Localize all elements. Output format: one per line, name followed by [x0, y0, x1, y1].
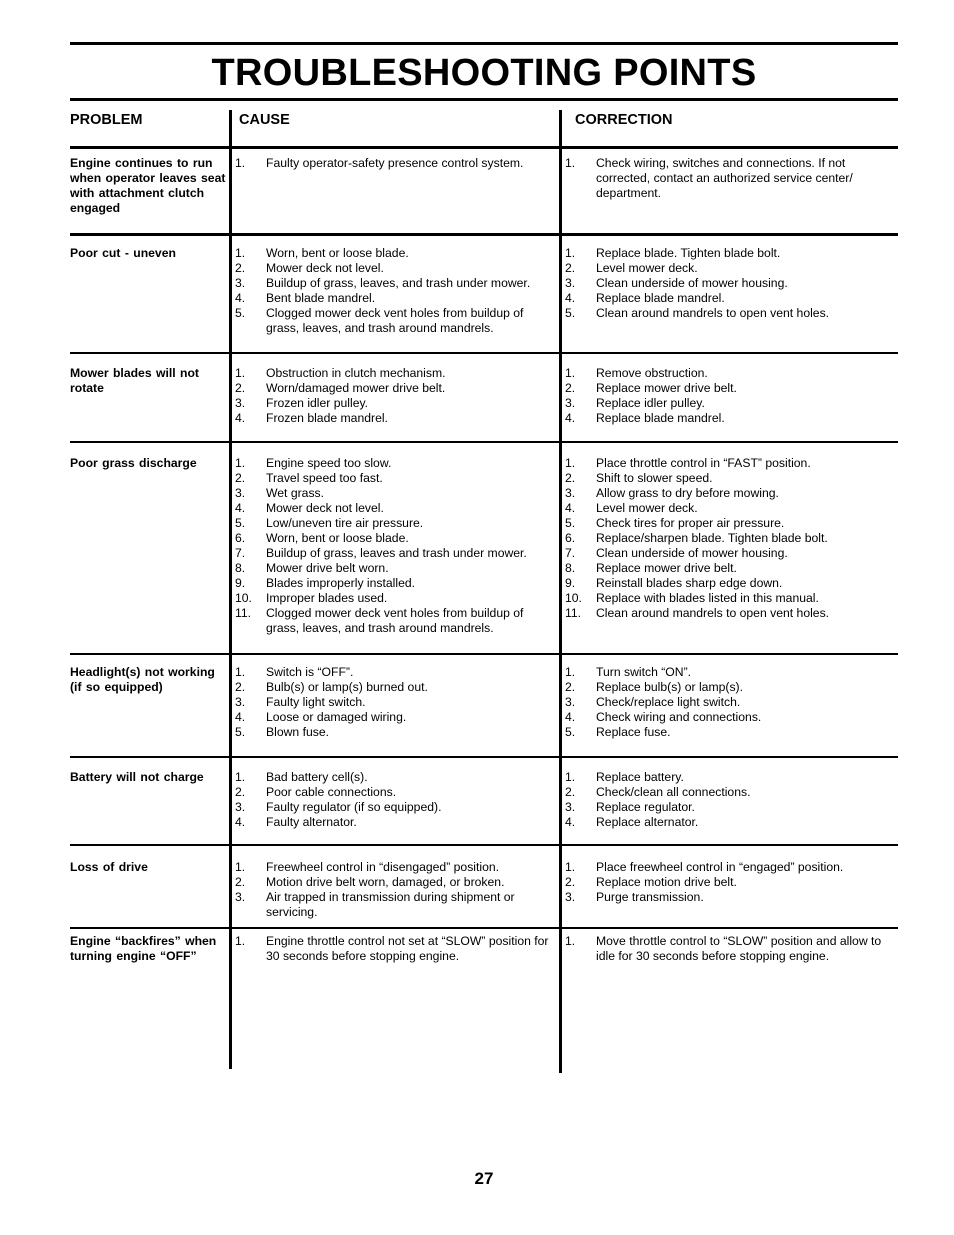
page-title: TROUBLESHOOTING POINTS [211, 52, 757, 94]
item-number: 1. [235, 456, 246, 470]
item-number: 11. [565, 606, 582, 620]
cause-list [235, 246, 553, 336]
item-number: 9. [235, 576, 246, 590]
item-number: 1. [235, 934, 246, 948]
item-number: 2. [565, 785, 576, 799]
item-number: 3. [565, 800, 576, 814]
item-text: Place freewheel control in “engaged” position. [596, 860, 844, 874]
item-number: 10. [235, 591, 252, 605]
item-number: 1. [235, 246, 246, 260]
item-number: 3. [235, 890, 246, 904]
item-text: Worn, bent or loose blade. [266, 246, 409, 260]
item-number: 5. [565, 516, 576, 530]
item-text: Replace with blades listed in this manual. [596, 591, 819, 605]
correction-item [565, 770, 883, 785]
item-text: Replace blade mandrel. [596, 411, 725, 425]
item-text: Turn switch “ON”. [596, 665, 692, 679]
item-text: Replace bulb(s) or lamp(s). [596, 680, 743, 694]
cause-item [235, 291, 553, 306]
problem-text: Engine continues to run when operator leaves seat with attachment clutch engaged [70, 156, 226, 215]
correction-item [565, 591, 883, 606]
row-separator [70, 352, 898, 354]
item-text: Replace mower drive belt. [596, 381, 737, 395]
correction-item [565, 875, 883, 890]
item-text: Mower deck not level. [266, 261, 384, 275]
cause-item [235, 770, 553, 785]
cause-item [235, 815, 553, 830]
item-number: 5. [565, 725, 576, 739]
item-text: Level mower deck. [596, 261, 698, 275]
item-text: Faulty light switch. [266, 695, 366, 709]
item-text: Blades improperly installed. [266, 576, 416, 590]
correction-item [565, 934, 883, 964]
item-text: Replace regulator. [596, 800, 695, 814]
cause-item [235, 785, 553, 800]
item-text: Replace mower drive belt. [596, 561, 737, 575]
top-rule [70, 42, 898, 45]
item-text: Replace idler pulley. [596, 396, 705, 410]
item-text: Mower deck not level. [266, 501, 384, 515]
item-number: 4. [235, 411, 246, 425]
item-text: Reinstall blades sharp edge down. [596, 576, 783, 590]
correction-list [565, 456, 883, 621]
item-number: 4. [235, 501, 246, 515]
cause-item [235, 665, 553, 680]
cause-list [235, 665, 553, 740]
correction-item [565, 306, 883, 321]
cause-list [235, 770, 553, 830]
cause-list [235, 934, 553, 964]
item-number: 11. [235, 606, 252, 620]
correction-item [565, 396, 883, 411]
item-number: 1. [565, 860, 576, 874]
item-number: 4. [235, 815, 246, 829]
item-text: Poor cable connections. [266, 785, 397, 799]
item-text: Improper blades used. [266, 591, 388, 605]
cause-item [235, 725, 553, 740]
item-text: Purge transmission. [596, 890, 704, 904]
item-number: 10. [565, 591, 582, 605]
correction-item [565, 710, 883, 725]
cause-item [235, 576, 553, 591]
item-number: 3. [235, 486, 246, 500]
problem-text: Battery will not charge [70, 770, 204, 784]
row-separator [70, 844, 898, 846]
item-text: Bad battery cell(s). [266, 770, 368, 784]
item-number: 2. [565, 471, 576, 485]
cause-item [235, 695, 553, 710]
item-text: Bent blade mandrel. [266, 291, 376, 305]
row-separator [70, 146, 898, 149]
correction-item [565, 381, 883, 396]
item-text: Replace/sharpen blade. Tighten blade bolt. [596, 531, 828, 545]
cause-item [235, 261, 553, 276]
cause-item [235, 680, 553, 695]
item-text: Move throttle control to “SLOW” position and allow to idle for 30 seconds before stopping engine. [596, 934, 882, 963]
correction-item [565, 276, 883, 291]
item-text: Worn, bent or loose blade. [266, 531, 409, 545]
correction-item [565, 411, 883, 426]
item-text: Check wiring and connections. [596, 710, 762, 724]
item-number: 4. [565, 815, 576, 829]
correction-item [565, 725, 883, 740]
cause-list [235, 860, 553, 920]
item-number: 2. [235, 680, 246, 694]
item-text: Clean around mandrels to open vent holes. [596, 606, 830, 620]
correction-list [565, 934, 883, 964]
item-text: Travel speed too fast. [266, 471, 383, 485]
item-text: Replace motion drive belt. [596, 875, 737, 889]
problem-text: Mower blades will not rotate [70, 366, 199, 395]
item-text: Frozen blade mandrel. [266, 411, 388, 425]
title-underline [70, 98, 898, 101]
cause-item [235, 875, 553, 890]
row-separator [70, 441, 898, 443]
item-text: Replace fuse. [596, 725, 671, 739]
row-separator [70, 927, 898, 929]
item-text: Clogged mower deck vent holes from buildup of grass, leaves, and trash around mandrels. [266, 306, 524, 335]
item-number: 1. [235, 770, 246, 784]
correction-item [565, 486, 883, 501]
correction-item [565, 561, 883, 576]
cause-item [235, 800, 553, 815]
item-text: Level mower deck. [596, 501, 698, 515]
item-text: Clean underside of mower housing. [596, 546, 788, 560]
item-number: 7. [565, 546, 576, 560]
item-text: Check wiring, switches and connections. If not corrected, contact an authorized service center/ department. [596, 156, 853, 200]
cause-list [235, 366, 553, 426]
item-number: 1. [235, 366, 246, 380]
item-number: 1. [565, 665, 576, 679]
item-number: 5. [235, 516, 246, 530]
item-number: 2. [235, 261, 246, 275]
item-text: Faulty alternator. [266, 815, 357, 829]
cause-item [235, 276, 553, 291]
cause-item [235, 366, 553, 381]
cause-list [235, 156, 553, 171]
item-text: Remove obstruction. [596, 366, 708, 380]
item-number: 5. [565, 306, 576, 320]
item-text: Motion drive belt worn, damaged, or broken. [266, 875, 505, 889]
column-divider-cause [229, 110, 232, 1069]
item-number: 1. [565, 770, 576, 784]
correction-item [565, 246, 883, 261]
item-text: Engine speed too slow. [266, 456, 392, 470]
item-text: Loose or damaged wiring. [266, 710, 407, 724]
item-number: 2. [235, 875, 246, 889]
cause-item [235, 471, 553, 486]
item-number: 7. [235, 546, 246, 560]
cause-item [235, 246, 553, 261]
item-text: Replace blade mandrel. [596, 291, 725, 305]
cause-item [235, 591, 553, 606]
item-text: Faulty operator-safety presence control system. [266, 156, 524, 170]
item-text: Low/uneven tire air pressure. [266, 516, 424, 530]
correction-item [565, 890, 883, 905]
item-number: 4. [235, 291, 246, 305]
item-text: Buildup of grass, leaves and trash under mower. [266, 546, 527, 560]
item-number: 3. [565, 695, 576, 709]
item-text: Buildup of grass, leaves, and trash under mower. [266, 276, 531, 290]
correction-item [565, 366, 883, 381]
item-text: Shift to slower speed. [596, 471, 713, 485]
page-number: 27 [474, 1169, 494, 1188]
item-text: Blown fuse. [266, 725, 330, 739]
cause-item [235, 890, 553, 920]
row-separator [70, 756, 898, 758]
correction-item [565, 576, 883, 591]
item-text: Air trapped in transmission during shipment or servicing. [266, 890, 515, 919]
correction-item [565, 516, 883, 531]
header-cause: CAUSE [239, 112, 290, 128]
item-number: 1. [565, 156, 576, 170]
item-text: Worn/damaged mower drive belt. [266, 381, 446, 395]
item-text: Obstruction in clutch mechanism. [266, 366, 446, 380]
correction-list [565, 156, 883, 201]
correction-item [565, 815, 883, 830]
cause-item [235, 501, 553, 516]
correction-item [565, 546, 883, 561]
correction-item [565, 606, 883, 621]
item-text: Switch is “OFF”. [266, 665, 354, 679]
header-problem: PROBLEM [70, 112, 143, 128]
cause-item [235, 486, 553, 501]
item-number: 4. [565, 411, 576, 425]
problem-text: Poor grass discharge [70, 456, 197, 470]
item-text: Bulb(s) or lamp(s) burned out. [266, 680, 428, 694]
cause-item [235, 396, 553, 411]
item-text: Clean around mandrels to open vent holes. [596, 306, 830, 320]
item-number: 8. [235, 561, 246, 575]
cause-item [235, 411, 553, 426]
correction-item [565, 860, 883, 875]
item-text: Place throttle control in “FAST” position. [596, 456, 811, 470]
item-number: 1. [235, 156, 246, 170]
cause-item [235, 456, 553, 471]
problem-text: Headlight(s) not working (if so equipped) [70, 665, 215, 694]
cause-item [235, 710, 553, 725]
row-separator [70, 233, 898, 236]
item-number: 2. [565, 875, 576, 889]
item-number: 3. [565, 276, 576, 290]
problem-text: Engine “backfires” when turning engine “OFF” [70, 934, 217, 963]
item-text: Faulty regulator (if so equipped). [266, 800, 442, 814]
item-text: Clean underside of mower housing. [596, 276, 788, 290]
correction-item [565, 531, 883, 546]
cause-item [235, 531, 553, 546]
item-number: 2. [565, 680, 576, 694]
item-number: 1. [565, 934, 576, 948]
item-number: 4. [235, 710, 246, 724]
item-number: 1. [235, 860, 246, 874]
correction-item [565, 665, 883, 680]
correction-item [565, 156, 883, 201]
row-separator [70, 653, 898, 655]
item-number: 4. [565, 291, 576, 305]
correction-item [565, 785, 883, 800]
correction-item [565, 291, 883, 306]
cause-item [235, 381, 553, 396]
item-number: 1. [565, 366, 576, 380]
item-text: Check tires for proper air pressure. [596, 516, 785, 530]
problem-text: Loss of drive [70, 860, 148, 874]
item-number: 1. [565, 456, 576, 470]
header-correction: CORRECTION [575, 112, 673, 128]
item-text: Replace blade. Tighten blade bolt. [596, 246, 781, 260]
item-text: Wet grass. [266, 486, 325, 500]
item-number: 2. [235, 471, 246, 485]
item-text: Allow grass to dry before mowing. [596, 486, 779, 500]
item-number: 3. [565, 396, 576, 410]
correction-item [565, 261, 883, 276]
correction-list [565, 770, 883, 830]
item-number: 9. [565, 576, 576, 590]
item-number: 6. [565, 531, 576, 545]
item-number: 6. [235, 531, 246, 545]
item-text: Clogged mower deck vent holes from buildup of grass, leaves, and trash around mandrels. [266, 606, 524, 635]
item-number: 3. [235, 396, 246, 410]
item-text: Frozen idler pulley. [266, 396, 369, 410]
item-text: Mower drive belt worn. [266, 561, 389, 575]
item-number: 4. [565, 710, 576, 724]
item-number: 3. [565, 486, 576, 500]
cause-item [235, 306, 553, 336]
item-number: 2. [565, 261, 576, 275]
cause-item [235, 516, 553, 531]
cause-item [235, 156, 553, 171]
item-number: 1. [565, 246, 576, 260]
item-number: 5. [235, 725, 246, 739]
cause-item [235, 546, 553, 561]
correction-item [565, 471, 883, 486]
correction-list [565, 665, 883, 740]
item-number: 2. [235, 785, 246, 799]
item-number: 3. [235, 800, 246, 814]
cause-item [235, 606, 553, 636]
item-text: Freewheel control in “disengaged” position. [266, 860, 500, 874]
item-text: Check/replace light switch. [596, 695, 741, 709]
item-number: 2. [565, 381, 576, 395]
correction-item [565, 695, 883, 710]
item-text: Check/clean all connections. [596, 785, 751, 799]
correction-item [565, 501, 883, 516]
item-number: 1. [235, 665, 246, 679]
item-text: Engine throttle control not set at “SLOW” position for 30 seconds before stopping engine. [266, 934, 549, 963]
cause-item [235, 561, 553, 576]
item-number: 4. [565, 501, 576, 515]
cause-item [235, 860, 553, 875]
correction-list [565, 860, 883, 905]
item-text: Replace battery. [596, 770, 684, 784]
correction-list [565, 366, 883, 426]
item-number: 3. [235, 276, 246, 290]
item-number: 8. [565, 561, 576, 575]
item-number: 3. [565, 890, 576, 904]
correction-item [565, 800, 883, 815]
correction-item [565, 456, 883, 471]
cause-list [235, 456, 553, 636]
item-number: 2. [235, 381, 246, 395]
correction-item [565, 680, 883, 695]
cause-item [235, 934, 553, 964]
item-number: 5. [235, 306, 246, 320]
item-number: 3. [235, 695, 246, 709]
correction-list [565, 246, 883, 321]
problem-text: Poor cut - uneven [70, 246, 176, 260]
item-text: Replace alternator. [596, 815, 699, 829]
